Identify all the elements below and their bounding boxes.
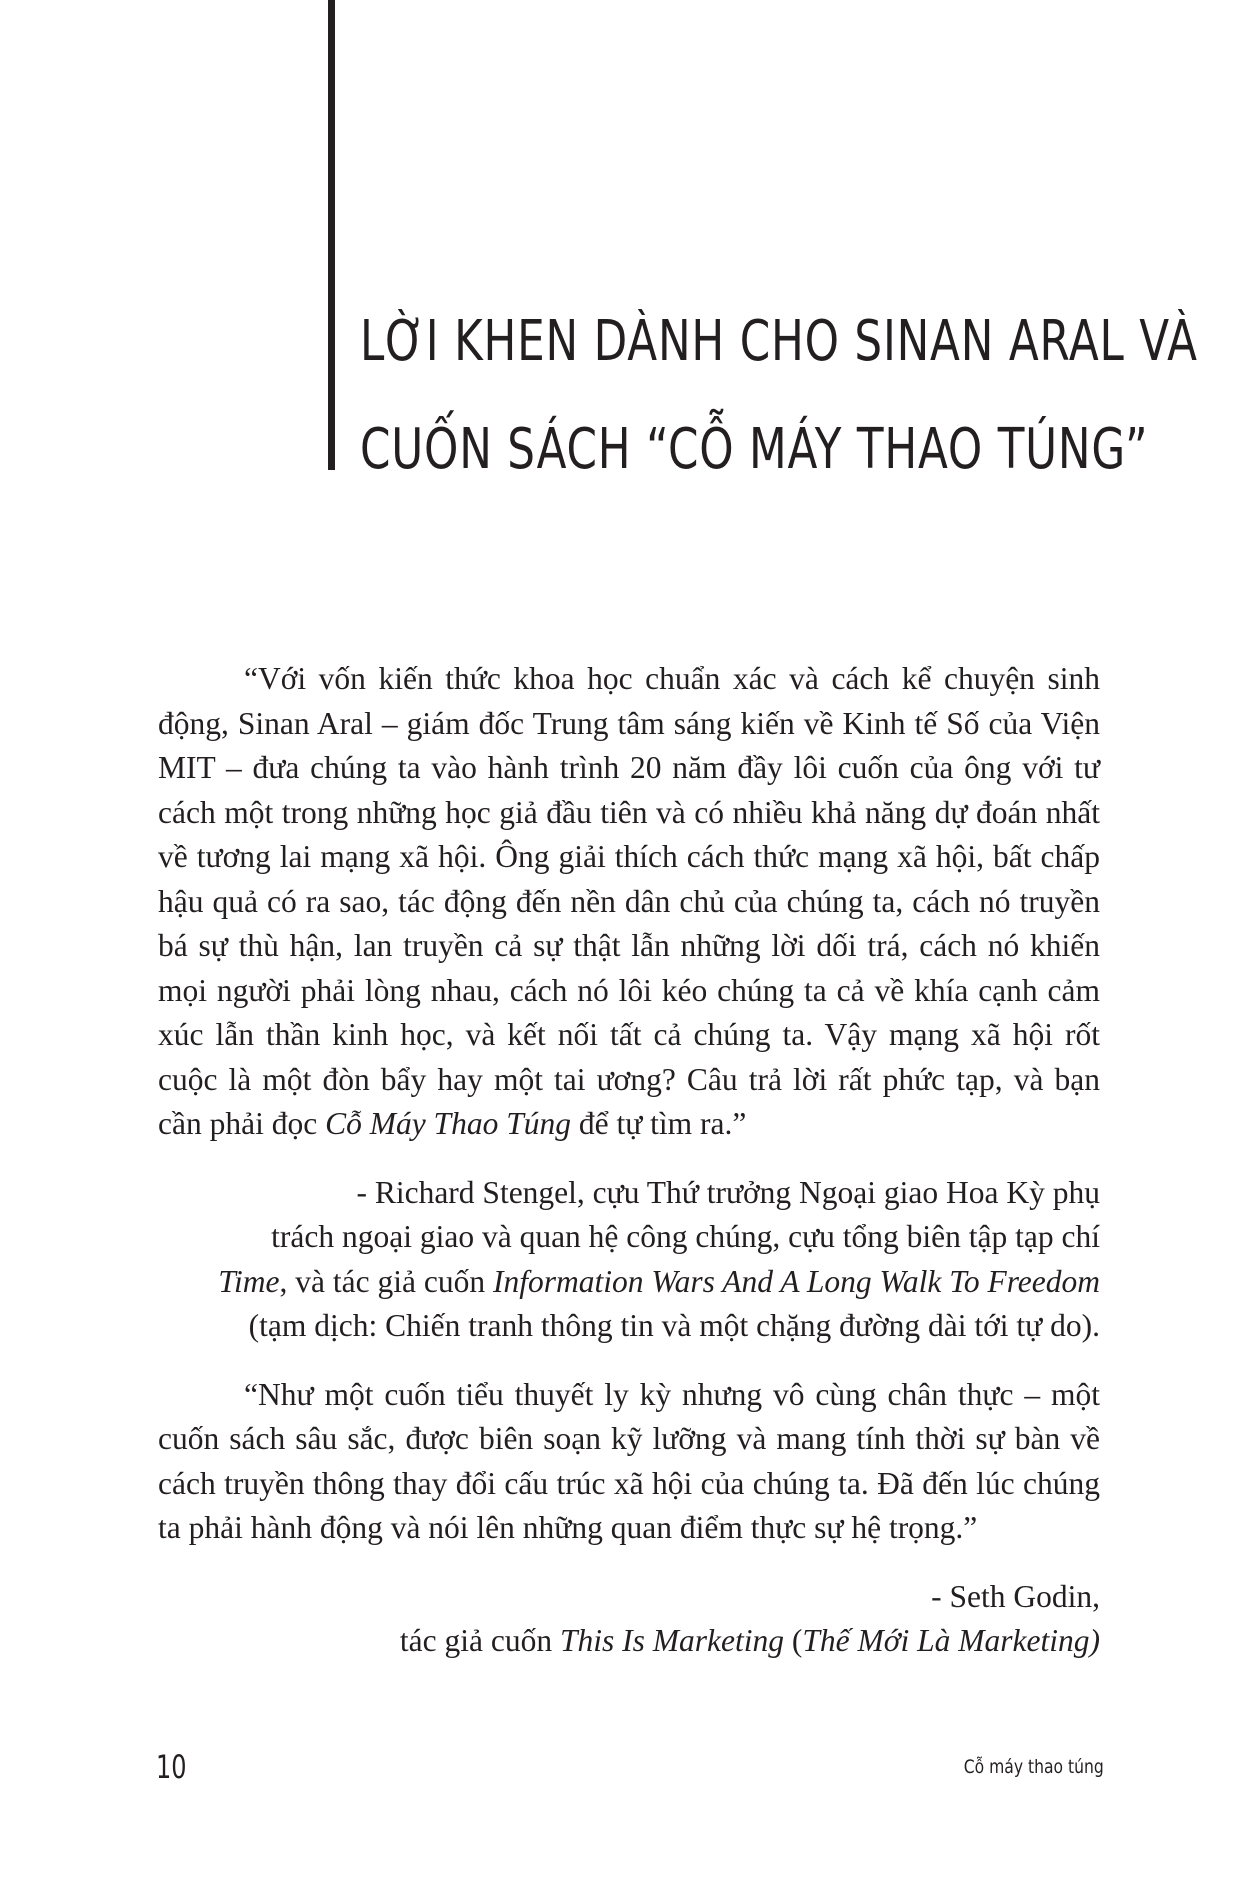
attribution-1-line-1: - Richard Stengel, cựu Thứ trưởng Ngoại giao Hoa Kỳ phụ [356,1174,1100,1210]
quote-1-text-end: để tự tìm ra.” [570,1106,747,1141]
heading-line-2: CUỐN SÁCH “CỖ MÁY THAO TÚNG” [360,417,1149,482]
attribution-2-book-title: This Is Marketing [559,1623,784,1658]
praise-quote-1 [158,657,1100,1147]
attribution-2-translated-title: Thế Mới Là Marketing) [802,1623,1100,1658]
attribution-1-book-title: Information Wars And A Long Walk To Freedom [492,1263,1100,1299]
attribution-2-line-2 [158,1619,1100,1664]
attribution-1-magazine: Time [218,1263,280,1299]
quote-1-text: “Với vốn kiến thức khoa học chuẩn xác và cách kể chuyện sinh động, Sinan Aral – giám đốc Trung tâm sáng kiến về Kinh tế Số của Viện MIT – đưa chúng ta vào hành trình 20 năm đầy lôi cuốn của ông với tư cách một trong những học giả đầu tiên và có nhiều khả năng dự đoán nhất về tương lai mạng xã hội. Ông giải thích cách thức mạng xã hội, bất chấp hậu quả có ra sao, tác động đến nền dân chủ của chúng ta, cách nó truyền bá sự thù hận, lan truyền cả sự thật lẫn những lời dối trá, cách nó khiến mọi người phải lòng nhau, cách nó lôi kéo chúng ta cả về khía cạnh cảm xúc lẫn thần kinh học, và kết nối tất cả chúng ta. Vậy mạng xã hội rốt cuộc là một đòn bẩy hay một tai ương? Câu trả lời rất phức tạp, và bạn cần phải đọc [158,661,1100,1141]
attribution-1-line-3 [158,1260,1100,1305]
heading-line-1: LỜI KHEN DÀNH CHO SINAN ARAL VÀ [360,309,1198,374]
attribution-1-line-3-mid: , và tác giả cuốn [279,1263,493,1299]
page-number: 10 [156,1748,187,1786]
attribution-2-paren: ( [791,1623,803,1658]
attribution-1 [158,1171,1100,1349]
attribution-1-line-2: trách ngoại giao và quan hệ công chúng, cựu tổng biên tập tạp chí [271,1219,1100,1254]
attribution-2-space [784,1623,792,1658]
quote-1-book-title: Cỗ Máy Thao Túng [325,1106,571,1141]
attribution-2 [158,1575,1100,1664]
attribution-1-line-4: (tạm dịch: Chiến tranh thông tin và một chặng đường dài tới tự do). [248,1308,1100,1343]
decorative-vertical-bar [328,0,335,470]
running-title: Cỗ máy thao túng [963,1756,1104,1778]
page-heading [360,288,1198,504]
praise-content [158,657,1100,1664]
praise-quote-2: “Như một cuốn tiểu thuyết ly kỳ nhưng vô cùng chân thực – một cuốn sách sâu sắc, được biên soạn kỹ lưỡng và mang tính thời sự bàn về cách truyền thông thay đổi cấu trúc xã hội của chúng ta. Đã đến lúc chúng ta phải hành động và nói lên những quan điểm thực sự hệ trọng.” [158,1376,1100,1545]
attribution-2-line-1: - Seth Godin, [931,1578,1100,1614]
attribution-2-prefix: tác giả cuốn [399,1623,560,1658]
